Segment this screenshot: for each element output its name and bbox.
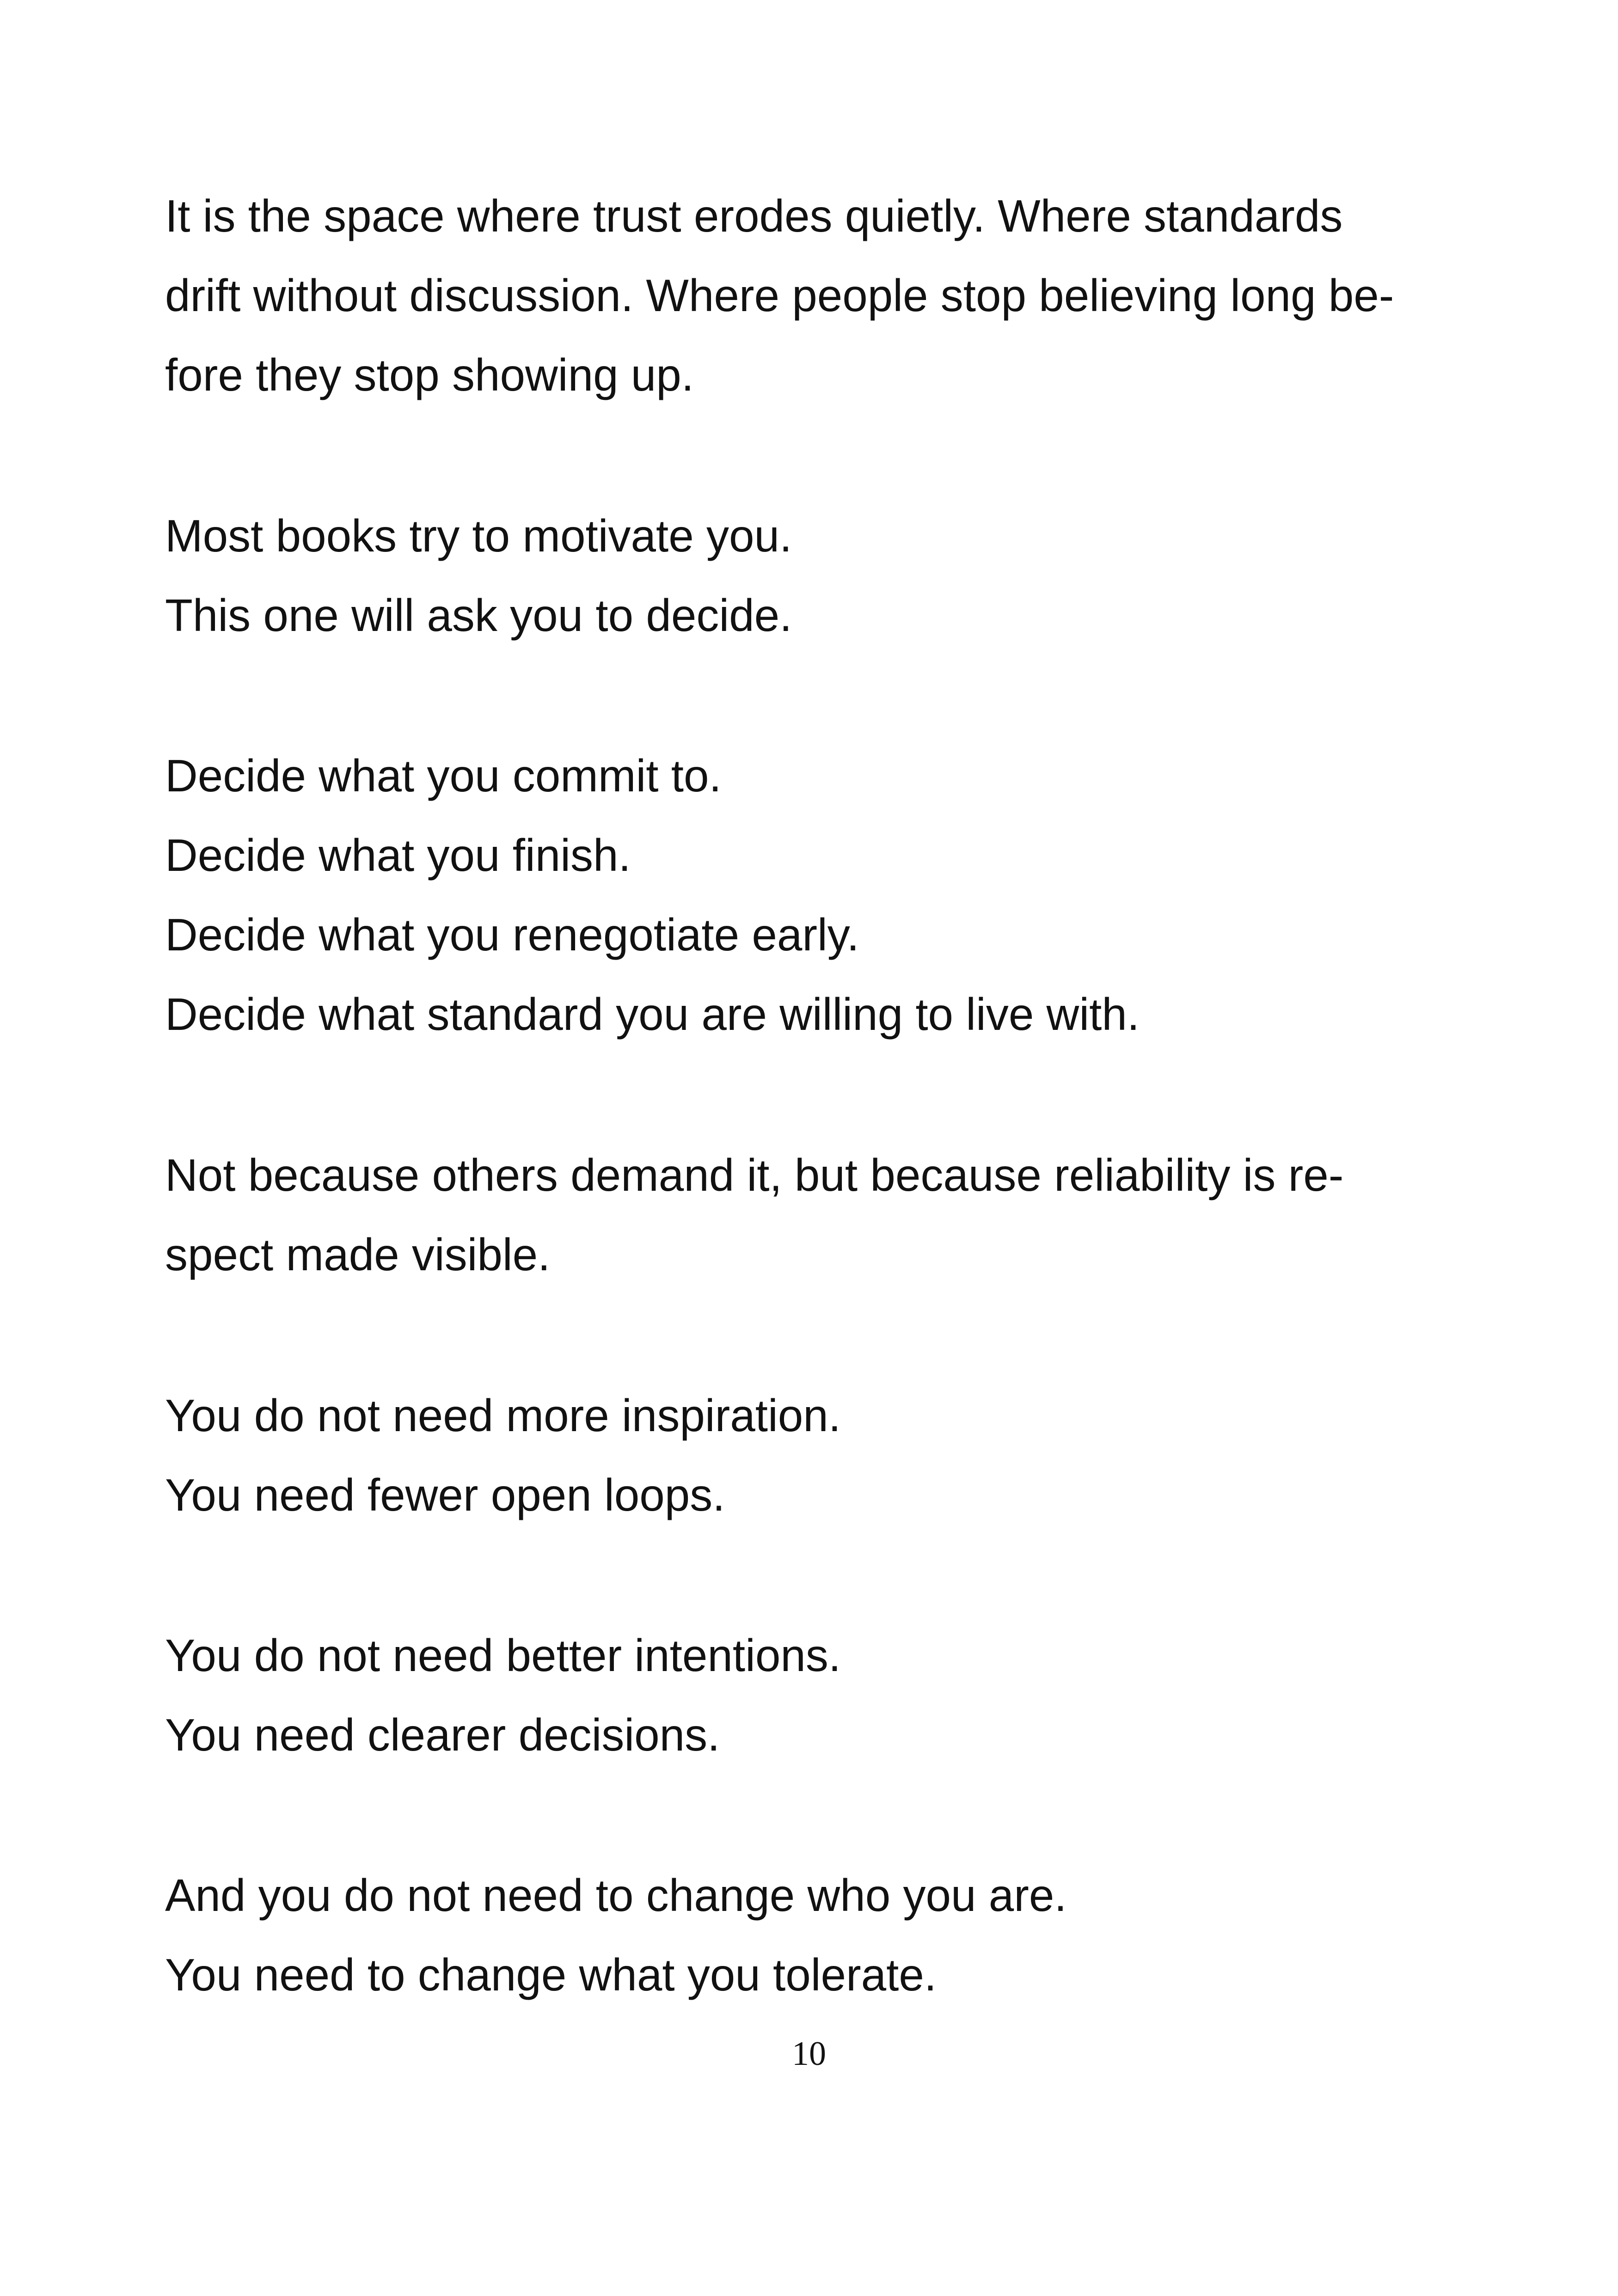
paragraph-4 [165, 1135, 1469, 1294]
text-line: Decide what you commit to. [165, 750, 722, 801]
paragraph-7 [165, 1855, 1469, 2014]
paragraph-1 [165, 176, 1469, 415]
text-line: You do not need more inspiration. [165, 1390, 841, 1441]
text-line: Decide what you renegotiate early. [165, 909, 859, 960]
paragraph-5 [165, 1376, 1469, 1535]
text-line: It is the space where trust erodes quietly. Where standards [165, 190, 1343, 241]
text-line: You need clearer decisions. [165, 1709, 720, 1760]
paragraph-3 [165, 736, 1469, 1054]
text-line: fore they stop showing up. [165, 349, 694, 400]
paragraph-2 [165, 496, 1469, 655]
text-line: You need fewer open loops. [165, 1469, 725, 1520]
text-line: This one will ask you to decide. [165, 590, 792, 641]
text-line: And you do not need to change who you are. [165, 1870, 1067, 1921]
paragraph-6 [165, 1616, 1469, 1775]
text-line: Not because others demand it, but because reliability is re- [165, 1150, 1344, 1200]
text-line: Decide what standard you are willing to live with. [165, 989, 1140, 1040]
page-number: 10 [792, 2035, 826, 2073]
text-line: You do not need better intentions. [165, 1630, 841, 1681]
text-line: spect made visible. [165, 1229, 551, 1280]
text-line: Decide what you finish. [165, 830, 631, 881]
text-line: Most books try to motivate you. [165, 510, 792, 561]
text-line: drift without discussion. Where people stop believing long be- [165, 270, 1394, 321]
text-line: You need to change what you tolerate. [165, 1949, 937, 2000]
